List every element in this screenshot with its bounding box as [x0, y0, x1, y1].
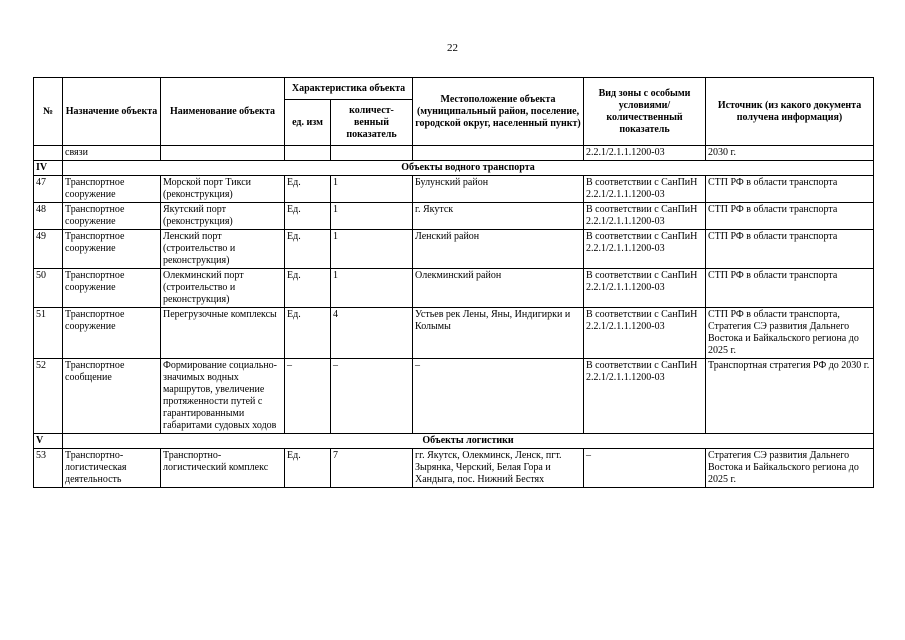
cell-purpose: Транспортное сообщение — [63, 359, 161, 434]
cell-unit: Ед. — [285, 269, 331, 308]
section-row — [34, 161, 874, 176]
section-title: Объекты водного транспорта — [63, 161, 874, 176]
cell-zone: В соответствии с СанПиН 2.2.1/2.1.1.1200-03 — [584, 203, 706, 230]
cell-source: СТП РФ в области транспорта — [706, 203, 874, 230]
header-purpose: Назначение объекта — [63, 78, 161, 146]
cell-source: Стратегия СЭ развития Дальнего Востока и Байкальского региона до 2025 г. — [706, 449, 874, 488]
cell-zone: В соответствии с СанПиН 2.2.1/2.1.1.1200-03 — [584, 359, 706, 434]
cell-num: 49 — [34, 230, 63, 269]
cell-qty — [331, 146, 413, 161]
cell-name: Якутский порт (реконструкция) — [161, 203, 285, 230]
cell-num: 50 — [34, 269, 63, 308]
cell-name: Морской порт Тикси (реконструкция) — [161, 176, 285, 203]
cell-source: Транспортная стратегия РФ до 2030 г. — [706, 359, 874, 434]
cell-name: Перегрузочные комплексы — [161, 308, 285, 359]
header-source: Источник (из какого документа получена информация) — [706, 78, 874, 146]
objects-table — [33, 77, 874, 488]
cell-zone: В соответствии с СанПиН 2.2.1/2.1.1.1200-03 — [584, 269, 706, 308]
cell-purpose: Транспортное сооружение — [63, 308, 161, 359]
cell-source: СТП РФ в области транспорта, Стратегия СЭ развития Дальнего Востока и Байкальского региона до 2025 г. — [706, 308, 874, 359]
cell-num — [34, 146, 63, 161]
cell-num: 53 — [34, 449, 63, 488]
cell-name: Транспортно-логистический комплекс — [161, 449, 285, 488]
cell-purpose: Транспортное сооружение — [63, 230, 161, 269]
cell-qty: 1 — [331, 176, 413, 203]
header-name: Наименование объекта — [161, 78, 285, 146]
cell-qty: 7 — [331, 449, 413, 488]
cell-qty: – — [331, 359, 413, 434]
table-row — [34, 308, 874, 359]
section-number: IV — [34, 161, 63, 176]
cell-name — [161, 146, 285, 161]
cell-zone: – — [584, 449, 706, 488]
cell-location — [413, 146, 584, 161]
cell-source: СТП РФ в области транспорта — [706, 176, 874, 203]
section-number: V — [34, 434, 63, 449]
table-row — [34, 269, 874, 308]
cell-purpose: Транспортное сооружение — [63, 176, 161, 203]
cell-location: Булунский район — [413, 176, 584, 203]
table-row — [34, 449, 874, 488]
header-characteristic: Характеристика объекта — [285, 78, 413, 100]
cell-num: 52 — [34, 359, 63, 434]
cell-location: – — [413, 359, 584, 434]
cell-purpose: Транспортно-логистическая деятельность — [63, 449, 161, 488]
cell-qty: 1 — [331, 203, 413, 230]
header-quantity: количест-венный показатель — [331, 100, 413, 146]
cell-qty: 1 — [331, 269, 413, 308]
cell-unit — [285, 146, 331, 161]
header-location: Местоположение объекта (муниципальный район, поселение, городской округ, населенный пункт) — [413, 78, 584, 146]
cell-location: гг. Якутск, Олекминск, Ленск, пгт. Зырянка, Черский, Белая Гора и Хандыга, пос. Нижний Бестях — [413, 449, 584, 488]
cell-zone: В соответствии с СанПиН 2.2.1/2.1.1.1200-03 — [584, 176, 706, 203]
table-row — [34, 230, 874, 269]
cell-num: 48 — [34, 203, 63, 230]
cell-unit: Ед. — [285, 203, 331, 230]
cell-name: Ленский порт (строительство и реконструкция) — [161, 230, 285, 269]
cell-qty: 1 — [331, 230, 413, 269]
cell-unit: Ед. — [285, 230, 331, 269]
cell-zone: 2.2.1/2.1.1.1200-03 — [584, 146, 706, 161]
header-num: № — [34, 78, 63, 146]
cell-location: г. Якутск — [413, 203, 584, 230]
cell-location: Ленский район — [413, 230, 584, 269]
table-row-continuation — [34, 146, 874, 161]
cell-purpose: Транспортное сооружение — [63, 203, 161, 230]
cell-name: Олекминский порт (строительство и реконструкция) — [161, 269, 285, 308]
cell-zone: В соответствии с СанПиН 2.2.1/2.1.1.1200-03 — [584, 308, 706, 359]
cell-unit: Ед. — [285, 449, 331, 488]
cell-location: Устьев рек Лены, Яны, Индигирки и Колымы — [413, 308, 584, 359]
cell-num: 51 — [34, 308, 63, 359]
cell-source: 2030 г. — [706, 146, 874, 161]
cell-zone: В соответствии с СанПиН 2.2.1/2.1.1.1200-03 — [584, 230, 706, 269]
cell-source: СТП РФ в области транспорта — [706, 230, 874, 269]
cell-purpose: связи — [63, 146, 161, 161]
table-row — [34, 176, 874, 203]
cell-name: Формирование социально-значимых водных маршрутов, увеличение протяженности путей с гарантированными габаритами судовых ходов — [161, 359, 285, 434]
cell-unit: Ед. — [285, 308, 331, 359]
header-zone: Вид зоны с особыми условиями/ количественный показатель — [584, 78, 706, 146]
cell-unit: – — [285, 359, 331, 434]
header-unit: ед. изм — [285, 100, 331, 146]
cell-source: СТП РФ в области транспорта — [706, 269, 874, 308]
section-title: Объекты логистики — [63, 434, 874, 449]
cell-qty: 4 — [331, 308, 413, 359]
section-row — [34, 434, 874, 449]
page-number: 22 — [447, 42, 458, 54]
cell-unit: Ед. — [285, 176, 331, 203]
table-row — [34, 359, 874, 434]
cell-purpose: Транспортное сооружение — [63, 269, 161, 308]
cell-location: Олекминский район — [413, 269, 584, 308]
header-row — [34, 78, 874, 100]
table-row — [34, 203, 874, 230]
cell-num: 47 — [34, 176, 63, 203]
